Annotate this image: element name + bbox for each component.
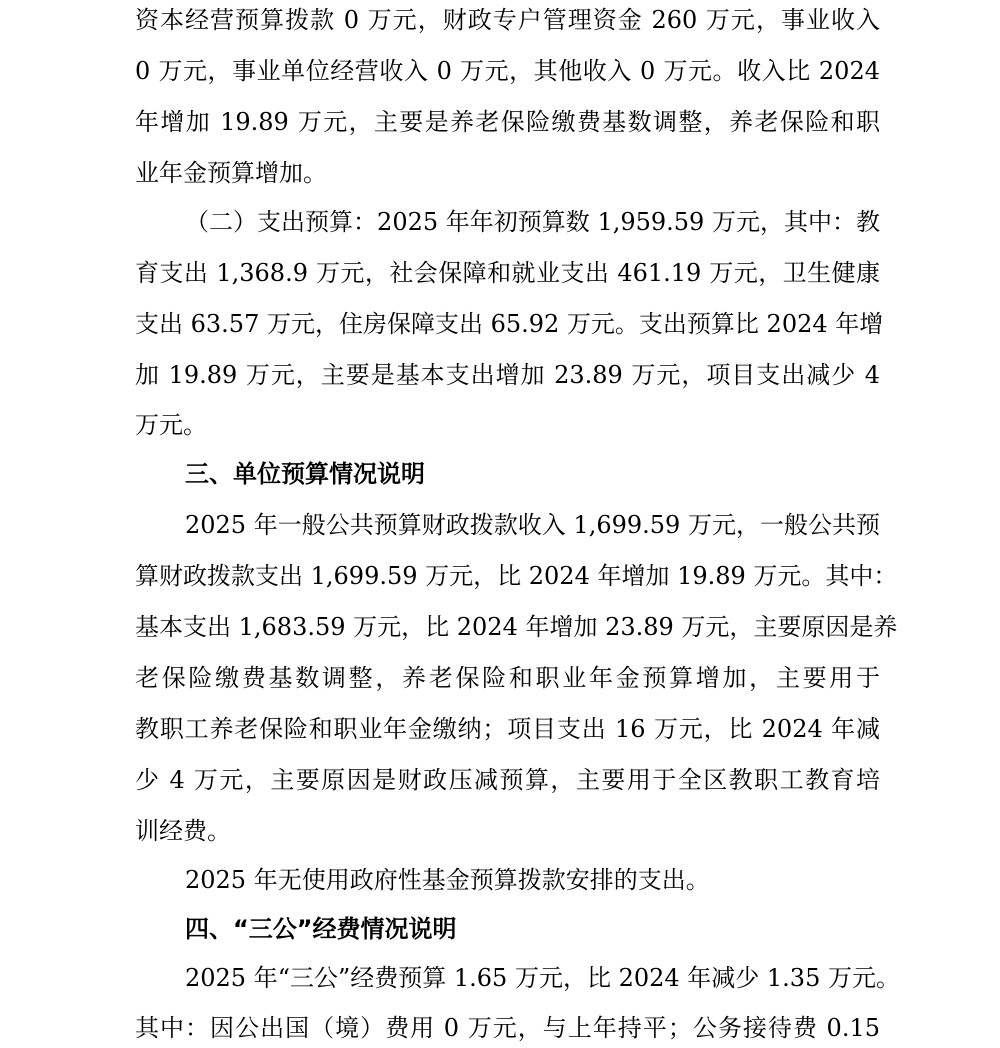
section-heading-4: 四、“三公”经费情况说明 xyxy=(185,915,457,943)
text-line-18: 2025 年无使用政府性基金预算拨款安排的支出。 xyxy=(185,866,710,894)
text-line-12: 算财政拨款支出 1,699.59 万元，比 2024 年增加 19.89 万元。其中： xyxy=(135,562,898,590)
text-line-15: 教职工养老保险和职业年金缴纳；项目支出 16 万元，比 2024 年减 xyxy=(135,715,880,743)
text-line-14: 老保险缴费基数调整，养老保险和职业年金预算增加，主要用于 xyxy=(135,664,880,692)
text-line-1: 资本经营预算拨款 0 万元，财政专户管理资金 260 万元，事业收入 xyxy=(135,6,880,34)
text-line-21: 其中：因公出国（境）费用 0 万元，与上年持平；公务接待费 0.15 xyxy=(135,1014,880,1042)
text-line-5: （二）支出预算：2025 年年初预算数 1,959.59 万元，其中：教 xyxy=(185,208,880,236)
text-line-7: 支出 63.57 万元，住房保障支出 65.92 万元。支出预算比 2024 年增 xyxy=(135,310,884,338)
text-line-3: 年增加 19.89 万元，主要是养老保险缴费基数调整，养老保险和职 xyxy=(135,108,880,136)
text-line-13: 基本支出 1,683.59 万元，比 2024 年增加 23.89 万元，主要原因是养 xyxy=(135,613,898,641)
text-line-8: 加 19.89 万元，主要是基本支出增加 23.89 万元，项目支出减少 4 xyxy=(135,361,880,389)
text-line-11: 2025 年一般公共预算财政拨款收入 1,699.59 万元，一般公共预 xyxy=(185,511,880,539)
section-heading-3: 三、单位预算情况说明 xyxy=(185,460,425,488)
text-line-17: 训经费。 xyxy=(135,817,231,845)
text-line-2: 0 万元，事业单位经营收入 0 万元，其他收入 0 万元。收入比 2024 xyxy=(135,57,880,85)
text-line-4: 业年金预算增加。 xyxy=(135,159,327,187)
text-line-6: 育支出 1,368.9 万元，社会保障和就业支出 461.19 万元，卫生健康 xyxy=(135,259,880,287)
text-line-9: 万元。 xyxy=(135,411,207,439)
text-line-16: 少 4 万元，主要原因是财政压减预算，主要用于全区教职工教育培 xyxy=(135,766,880,794)
text-line-20: 2025 年“三公”经费预算 1.65 万元，比 2024 年减少 1.35 万元。 xyxy=(185,964,900,992)
